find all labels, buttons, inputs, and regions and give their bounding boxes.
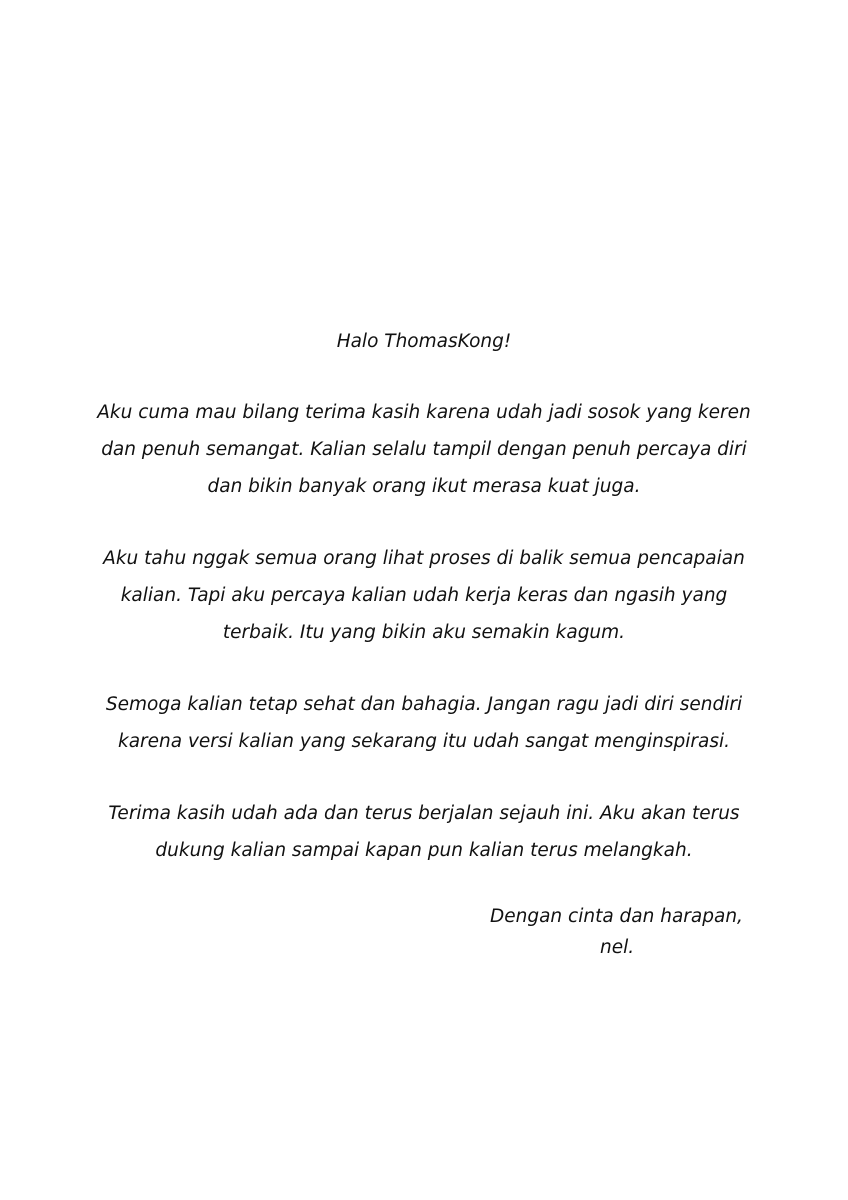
paragraph-line: kalian. Tapi aku percaya kalian udah kerja keras dan ngasih yang — [120, 585, 728, 606]
letter-closing: Dengan cinta dan harapan, — [490, 906, 743, 927]
paragraph-line: terbaik. Itu yang bikin aku semakin kagum. — [222, 622, 626, 643]
paragraph-line: Terima kasih udah ada dan terus berjalan sejauh ini. Aku akan terus — [108, 803, 740, 824]
letter-greeting: Halo ThomasKong! — [336, 331, 512, 352]
paragraph-line: Aku cuma mau bilang terima kasih karena udah jadi sosok yang keren — [97, 402, 751, 423]
paragraph-line: dan penuh semangat. Kalian selalu tampil dengan penuh percaya diri — [101, 439, 747, 460]
paragraph-line: Semoga kalian tetap sehat dan bahagia. Jangan ragu jadi diri sendiri — [105, 694, 743, 715]
paragraph-line: karena versi kalian yang sekarang itu udah sangat menginspirasi. — [117, 731, 731, 752]
paragraph-line: dukung kalian sampai kapan pun kalian terus melangkah. — [155, 840, 693, 861]
paragraph-line: Aku tahu nggak semua orang lihat proses di balik semua pencapaian — [103, 548, 745, 569]
letter-signature: nel. — [600, 937, 635, 958]
paragraph-line: dan bikin banyak orang ikut merasa kuat juga. — [207, 476, 641, 497]
